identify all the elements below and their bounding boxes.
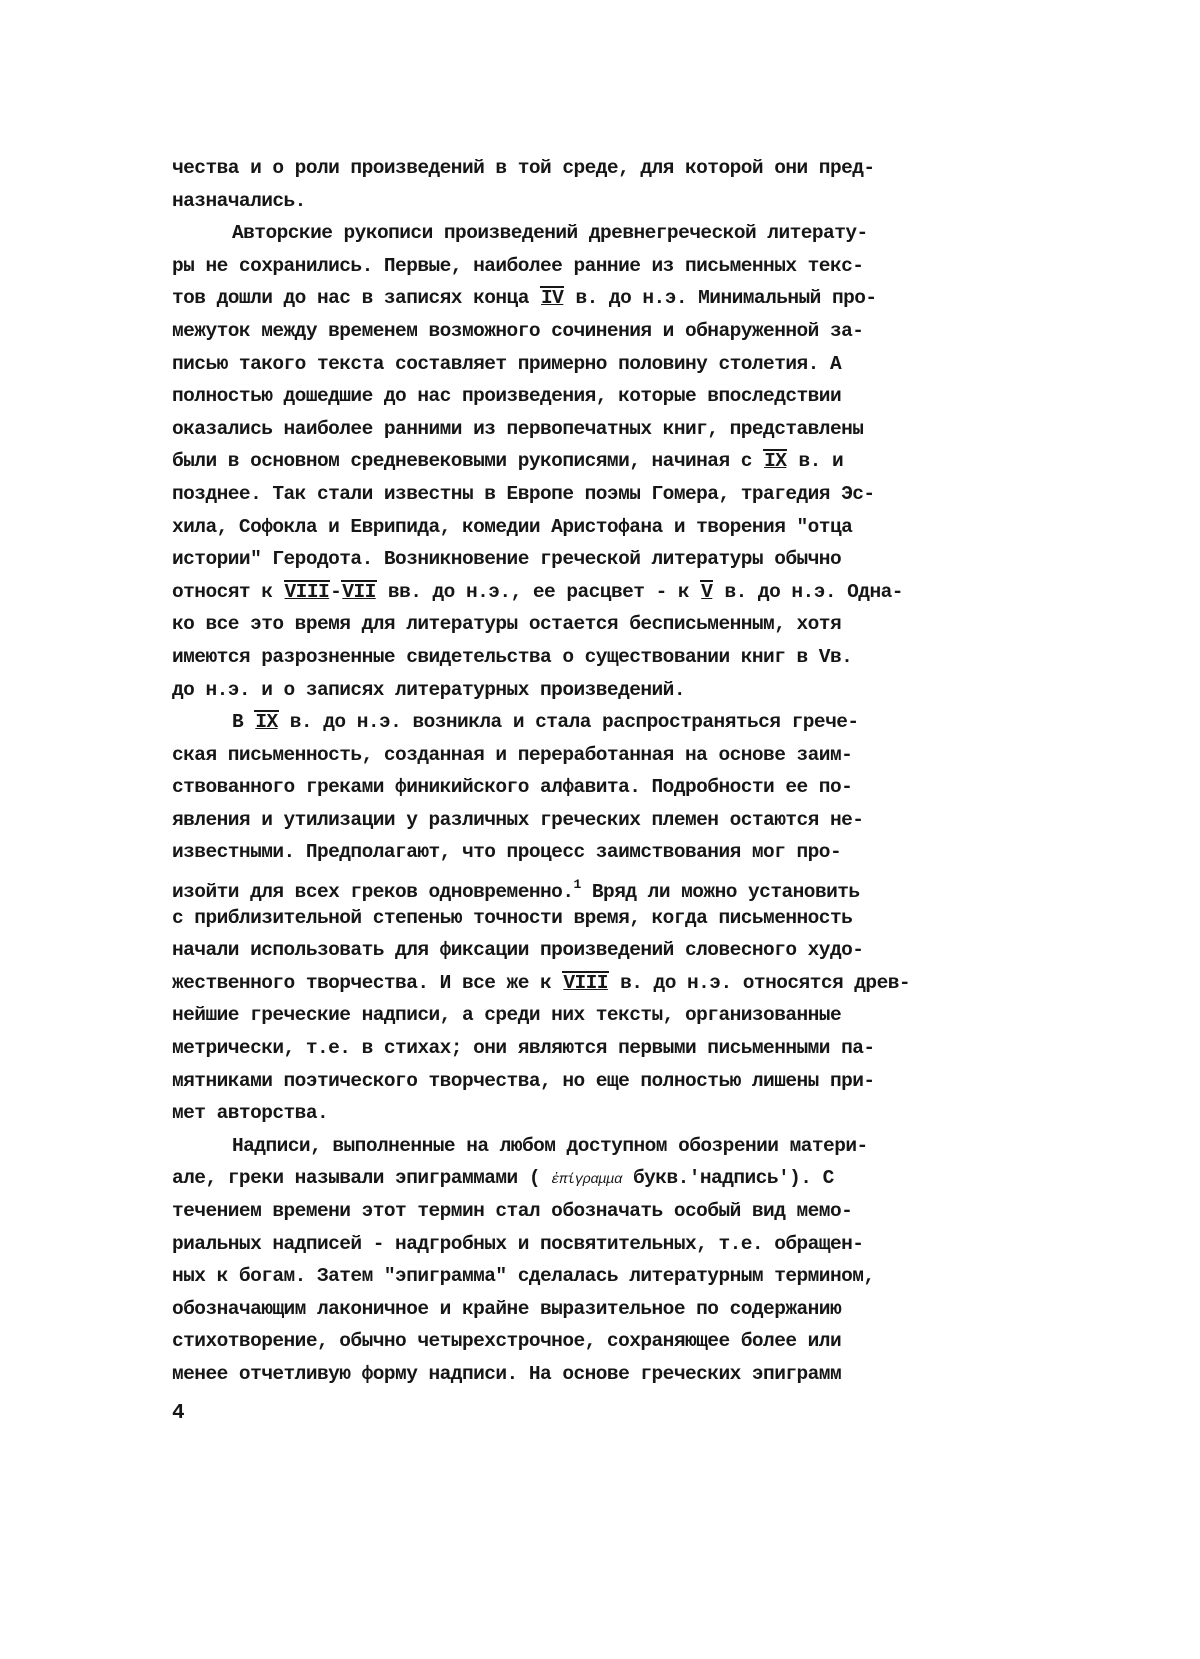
text-line — [172, 380, 1032, 413]
text-line — [172, 1130, 1032, 1163]
text-line — [172, 836, 1032, 869]
text-line — [172, 869, 1032, 902]
text-run: в. до н.э. Минимальный про- — [564, 287, 877, 310]
text-line — [172, 511, 1032, 544]
roman-numeral: VIII — [563, 971, 608, 994]
text-line — [172, 1260, 1032, 1293]
text-line — [172, 1065, 1032, 1098]
text-run: Вряд ли можно установить — [580, 881, 860, 902]
text-line — [172, 185, 1032, 218]
text-run: писью такого текста составляет примерно половину столетия. А — [172, 352, 842, 375]
text-line — [172, 608, 1032, 641]
greek-word: ἐπίγραμμα — [551, 1172, 622, 1189]
roman-numeral: VII — [342, 580, 376, 603]
text-run: менее отчетливую форму надписи. На основе греческих эпиграмм — [172, 1362, 842, 1385]
text-run: в. до н.э. возникла и стала распространяться грече- — [278, 711, 859, 734]
text-line — [172, 1325, 1032, 1358]
roman-numeral: VIII — [284, 580, 330, 603]
text-run: Надписи, выполненные на любом доступном обозрении матери- — [232, 1134, 868, 1157]
text-run: хила, Софокла и Еврипида, комедии Аристофана и творения "отца — [172, 515, 853, 538]
text-run: начали использовать для фиксации произведений словесного худо- — [172, 939, 864, 962]
text-line — [172, 348, 1032, 381]
text-line — [172, 152, 1032, 185]
text-line — [172, 934, 1032, 967]
text-run: Авторские рукописи произведений древнегреческой литерату- — [232, 222, 868, 245]
text-run: чества и о роли произведений в той среде, для которой они пред- — [172, 157, 875, 179]
text-line — [172, 674, 1032, 707]
text-run: букв.'надпись'). С — [621, 1167, 834, 1190]
roman-numeral: IX — [255, 711, 278, 734]
text-line — [172, 999, 1032, 1032]
text-run: В — [232, 711, 255, 734]
text-run: жественного творчества. И все же к — [172, 971, 563, 994]
text-line — [172, 282, 1032, 315]
roman-numeral: V — [701, 580, 713, 603]
text-line — [172, 706, 1032, 739]
text-line — [172, 804, 1032, 837]
text-run: течением времени этот термин стал обозначать особый вид мемо- — [172, 1200, 853, 1222]
text-run: были в основном средневековыми рукописями, начиная с — [172, 450, 764, 473]
text-run: относят к — [172, 580, 284, 603]
text-run: оказались наиболее ранними из первопечатных книг, представлены — [172, 417, 864, 440]
text-run: ствованного греками финикийского алфавита. Подробности ее по- — [172, 776, 853, 799]
text-line — [172, 478, 1032, 511]
text-line — [172, 739, 1032, 772]
text-run: истории" Геродота. Возникновение греческой литературы обычно — [172, 548, 842, 571]
text-line — [172, 1195, 1032, 1228]
text-line — [172, 967, 1032, 1000]
text-line — [172, 445, 1032, 478]
page-number: 4 — [172, 1402, 185, 1425]
text-run: - — [330, 580, 342, 603]
text-run: мятниками поэтического творчества, но еще полностью лишены при- — [172, 1069, 875, 1092]
text-run: ры не сохранились. Первые, наиболее ранние из письменных текс- — [172, 254, 864, 277]
text-run: в. до н.э. относятся древ- — [608, 971, 911, 994]
text-run: явления и утилизации у различных греческих племен остаются не- — [172, 808, 864, 831]
text-line — [172, 1358, 1032, 1391]
text-run: до н.э. и о записях литературных произведений. — [172, 678, 685, 701]
text-run: изойти для всех греков одновременно. — [172, 881, 574, 902]
text-run: обозначающим лаконичное и крайне выразительное по содержанию — [172, 1297, 842, 1320]
text-run: але, греки называли эпиграммами ( — [172, 1167, 552, 1190]
text-line — [172, 217, 1032, 250]
text-line — [172, 576, 1032, 609]
text-line — [172, 1228, 1032, 1261]
text-line — [172, 1032, 1032, 1065]
text-line — [172, 413, 1032, 446]
text-run: назначались. — [172, 189, 306, 212]
text-line — [172, 543, 1032, 576]
text-line — [172, 1162, 1032, 1195]
text-run: нейшие греческие надписи, а среди них тексты, организованные — [172, 1004, 842, 1027]
body-text — [172, 152, 1032, 1391]
text-line — [172, 902, 1032, 935]
text-run: ко все это время для литературы остается бесписьменным, хотя — [172, 613, 842, 636]
text-run: известными. Предполагают, что процесс заимствования мог про- — [172, 841, 842, 864]
text-run: с приблизительной степенью точности время, когда письменность — [172, 906, 853, 929]
text-run: риальных надписей - надгробных и посвятительных, т.е. обращен- — [172, 1232, 864, 1255]
text-line — [172, 315, 1032, 348]
text-run: в. и — [787, 450, 844, 473]
text-line — [172, 250, 1032, 283]
text-run: позднее. Так стали известны в Европе поэмы Гомера, трагедия Эс- — [172, 482, 875, 505]
text-run: тов дошли до нас в записях конца — [172, 287, 541, 310]
text-line — [172, 771, 1032, 804]
text-line — [172, 641, 1032, 674]
footnote-marker: 1 — [573, 877, 581, 893]
text-run: ных к богам. Затем "эпиграмма" сделалась литературным термином, — [172, 1265, 875, 1288]
text-run: мет авторства. — [172, 1102, 329, 1125]
text-line — [172, 1293, 1032, 1326]
text-run: в. до н.э. Одна- — [713, 580, 903, 603]
roman-numeral: IX — [764, 450, 787, 473]
text-line — [172, 1097, 1032, 1130]
text-run: метрически, т.е. в стихах; они являются первыми письменными па- — [172, 1037, 875, 1060]
text-run: имеются разрозненные свидетельства о существовании книг в Vв. — [172, 645, 853, 668]
text-run: межуток между временем возможного сочинения и обнаруженной за- — [172, 319, 864, 342]
roman-numeral: IV — [541, 287, 564, 310]
text-run: вв. до н.э., ее расцвет - к — [376, 580, 701, 603]
text-run: стихотворение, обычно четырехстрочное, сохраняющее более или — [172, 1330, 842, 1353]
text-run: полностью дошедшие до нас произведения, которые впоследствии — [172, 385, 842, 408]
text-run: ская письменность, созданная и переработанная на основе заим- — [172, 743, 853, 766]
